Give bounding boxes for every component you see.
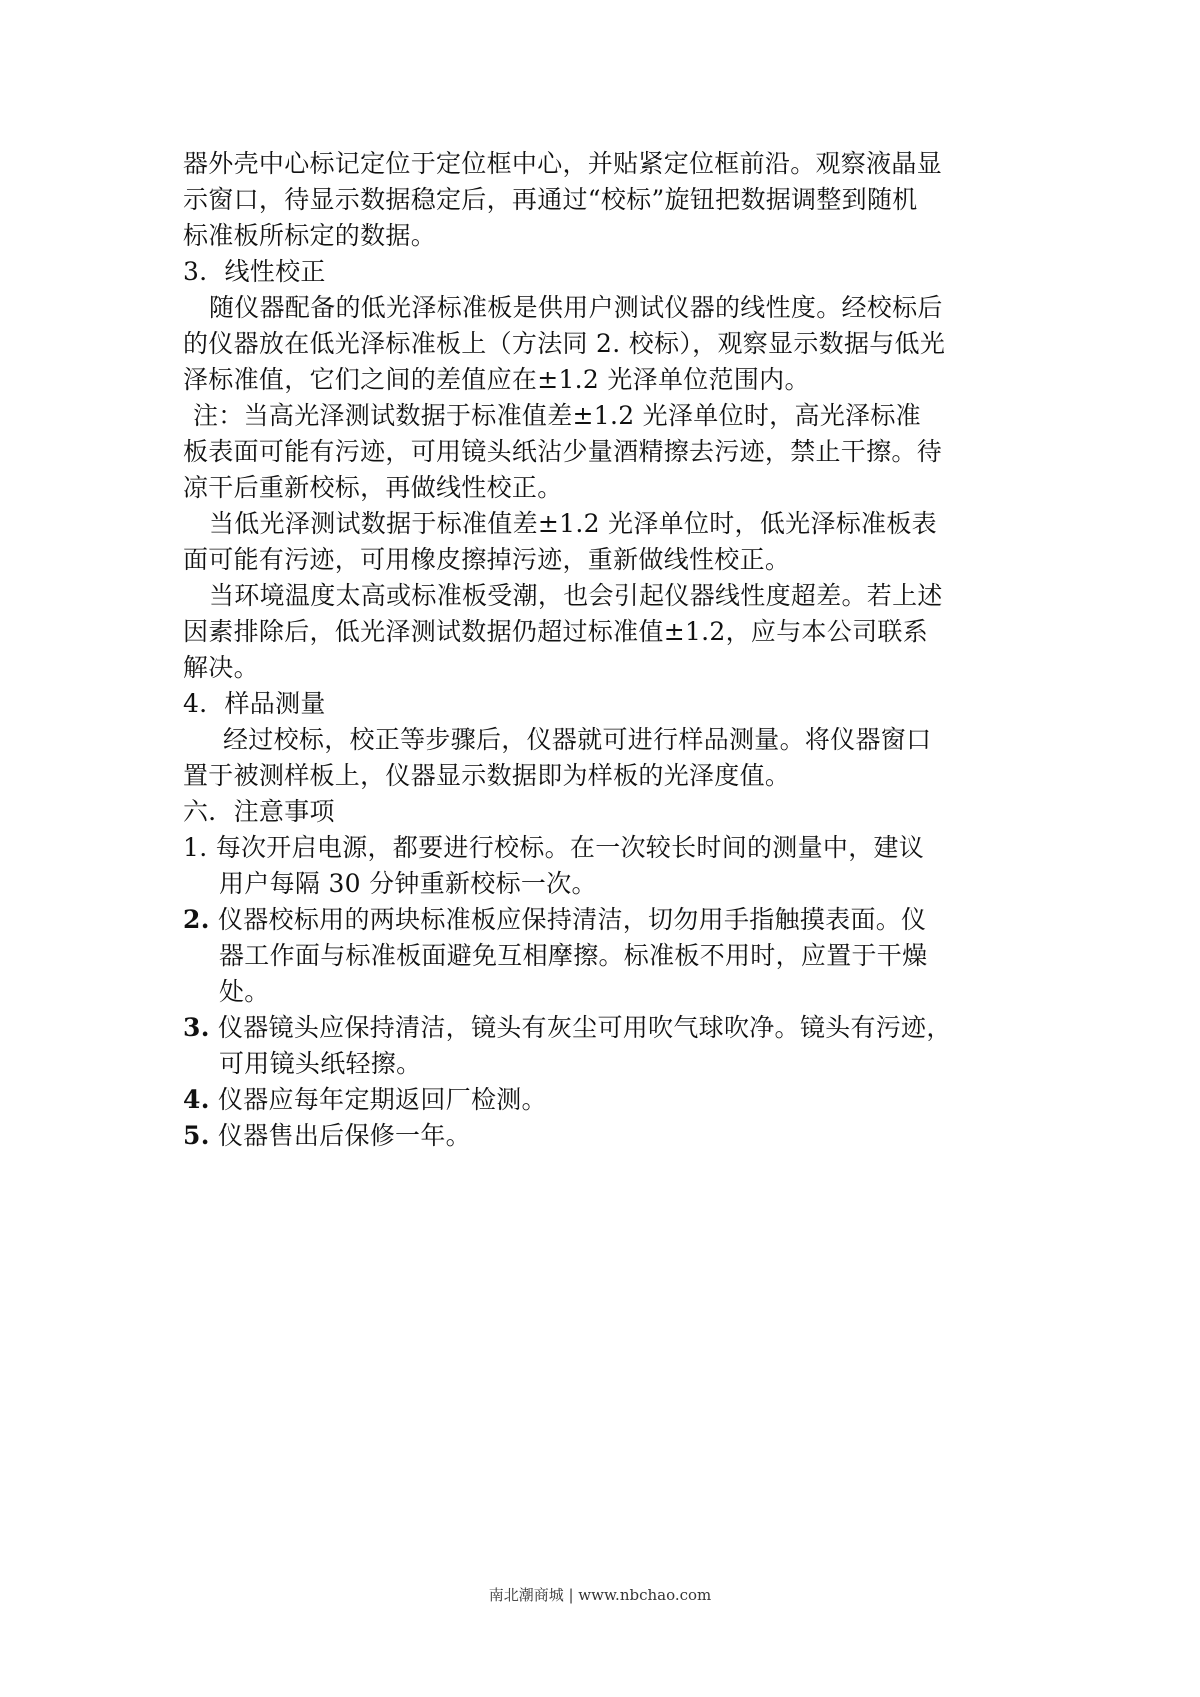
precaution-item [183, 1082, 1028, 1118]
note-line: 凉干后重新校标，再做线性校正。 [183, 473, 563, 502]
list-number: 3. [183, 1013, 210, 1042]
list-number: 4. [183, 1085, 210, 1114]
paragraph-line: 器外壳中心标记定位于定位框中心，并贴紧定位框前沿。观察液晶显 [183, 149, 943, 178]
section-heading-sample-measurement: 4．样品测量 [183, 689, 326, 718]
precaution-item [183, 902, 1028, 1010]
paragraph-line: 经过校标，校正等步骤后，仪器就可进行样品测量。将仪器窗口 [223, 725, 932, 754]
paragraph-line: 的仪器放在低光泽标准板上（方法同 2. 校标），观察显示数据与低光 [183, 329, 946, 358]
note-line: 板表面可能有污迹，可用镜头纸沾少量酒精擦去污迹，禁止干擦。待 [183, 437, 943, 466]
list-text: 仪器应每年定期返回厂检测。 [217, 1085, 547, 1114]
document-body [183, 146, 1028, 1154]
list-text: 用户每隔 30 分钟重新校标一次。 [219, 869, 597, 898]
list-text: 可用镜头纸轻擦。 [219, 1049, 422, 1078]
list-text: 器工作面与标准板面避免互相摩擦。标准板不用时，应置于干燥 [219, 941, 928, 970]
paragraph-line: 示窗口，待显示数据稳定后，再通过“校标”旋钮把数据调整到随机 [183, 185, 918, 214]
list-number: 1. [183, 833, 208, 862]
list-text: 仪器镜头应保持清洁，镜头有灰尘可用吹气球吹净。镜头有污迹， [217, 1013, 952, 1042]
list-text: 每次开启电源，都要进行校标。在一次较长时间的测量中，建议 [215, 833, 925, 862]
list-text: 仪器售出后保修一年。 [217, 1121, 471, 1150]
paragraph-line: 随仪器配备的低光泽标准板是供用户测试仪器的线性度。经校标后 [209, 293, 943, 322]
paragraph-line: 泽标准值，它们之间的差值应在±1.2 光泽单位范围内。 [183, 365, 810, 394]
note-line: 注：当高光泽测试数据于标准值差±1.2 光泽单位时，高光泽标准 [193, 401, 921, 430]
paragraph-line: 因素排除后，低光泽测试数据仍超过标准值±1.2，应与本公司联系 [183, 617, 929, 646]
precaution-item [183, 1010, 1028, 1082]
paragraph-line: 置于被测样板上，仪器显示数据即为样板的光泽度值。 [183, 761, 791, 790]
paragraph-line: 当环境温度太高或标准板受潮，也会引起仪器线性度超差。若上述 [209, 581, 943, 610]
section-heading-precautions: 六．注意事项 [183, 797, 335, 826]
list-text: 仪器校标用的两块标准板应保持清洁，切勿用手指触摸表面。仪 [217, 905, 927, 934]
precaution-item [183, 830, 1028, 902]
list-number: 5. [183, 1121, 210, 1150]
paragraph-line: 面可能有污迹，可用橡皮擦掉污迹，重新做线性校正。 [183, 545, 791, 574]
paragraph-line: 解决。 [183, 653, 259, 682]
paragraph-line: 当低光泽测试数据于标准值差±1.2 光泽单位时，低光泽标准板表 [209, 509, 937, 538]
paragraph-line: 标准板所标定的数据。 [183, 221, 437, 250]
list-text: 处。 [219, 977, 270, 1006]
list-number: 2. [183, 905, 210, 934]
precaution-item [183, 1118, 1028, 1154]
section-heading-linearity: 3．线性校正 [183, 257, 326, 286]
page-footer: 南北潮商城 | www.nbchao.com [488, 1586, 712, 1604]
